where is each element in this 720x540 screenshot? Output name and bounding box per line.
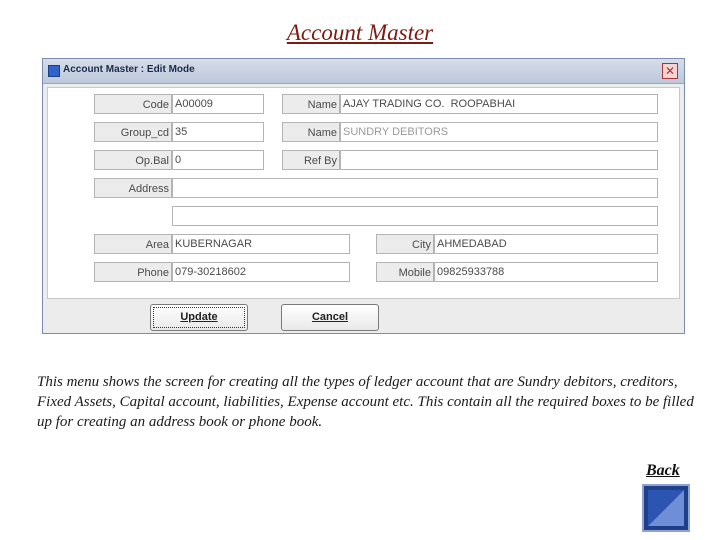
code-label: Code: [94, 94, 172, 114]
name-label: Name: [282, 94, 340, 114]
op-bal-label: Op.Bal: [94, 150, 172, 170]
code-field[interactable]: A00009: [172, 94, 264, 114]
account-form: [47, 87, 680, 299]
group-name-field[interactable]: SUNDRY DEBITORS: [340, 122, 658, 142]
window-title: Account Master : Edit Mode: [63, 64, 195, 75]
app-icon: [48, 65, 60, 77]
city-field[interactable]: AHMEDABAD: [434, 234, 658, 254]
phone-field[interactable]: 079-30218602: [172, 262, 350, 282]
window-titlebar[interactable]: [43, 59, 684, 84]
back-arrow-icon: [644, 486, 688, 530]
phone-label: Phone: [94, 262, 172, 282]
area-label: Area: [94, 234, 172, 254]
op-bal-field[interactable]: 0: [172, 150, 264, 170]
name-field[interactable]: AJAY TRADING CO. ROOPABHAI: [340, 94, 658, 114]
back-link[interactable]: Back: [646, 462, 680, 479]
address-label: Address: [94, 178, 172, 198]
city-label: City: [376, 234, 434, 254]
ref-by-field[interactable]: [340, 150, 658, 170]
cancel-button[interactable]: Cancel: [281, 304, 379, 331]
back-button[interactable]: [642, 484, 690, 532]
ref-by-label: Ref By: [282, 150, 340, 170]
group-code-label: Group_cd: [94, 122, 172, 142]
mobile-label: Mobile: [376, 262, 434, 282]
group-name-label: Name: [282, 122, 340, 142]
slide-description: This menu shows the screen for creating all the types of ledger account that are Sundry debitors, creditors, Fixed Assets, Capital account, liabilities, Expense account etc. This contain all the required boxes to be filled up for creating an address book or phone book.: [37, 374, 694, 430]
area-field[interactable]: KUBERNAGAR: [172, 234, 350, 254]
mobile-field[interactable]: 09825933788: [434, 262, 658, 282]
address-line2-field[interactable]: [172, 206, 658, 226]
account-master-window: [42, 58, 685, 334]
group-code-field[interactable]: 35: [172, 122, 264, 142]
slide-title: Account Master: [286, 20, 434, 45]
close-icon[interactable]: ✕: [662, 63, 678, 79]
update-button[interactable]: Update: [150, 304, 248, 331]
address-line1-field[interactable]: [172, 178, 658, 198]
